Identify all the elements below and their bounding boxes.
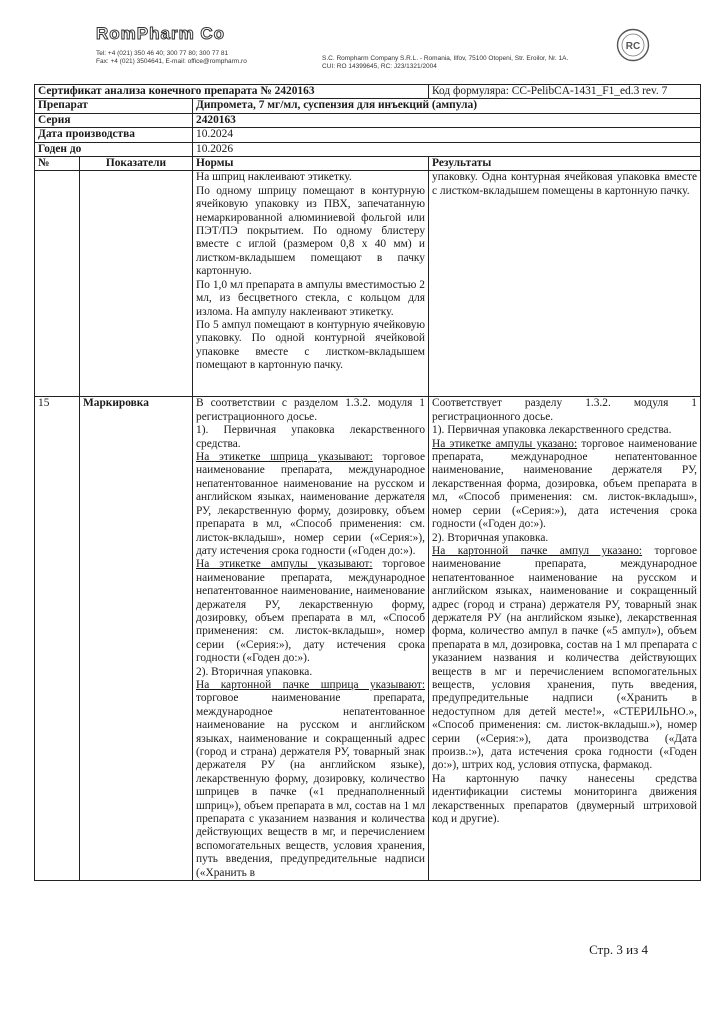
batch-label: Серия xyxy=(35,113,193,127)
result-paragraph: На картонную пачку нанесены средства идентификации системы мониторинга движения лекарственных препаратов (двумерный штриховой код и другие). xyxy=(432,772,698,826)
product-label: Препарат xyxy=(35,99,193,113)
row-indicator xyxy=(80,171,193,397)
row-norms xyxy=(193,397,429,881)
contact-info xyxy=(96,50,247,66)
result-paragraph xyxy=(432,545,697,773)
norm-paragraph xyxy=(196,679,425,880)
company-address: S.C. Rompharm Company S.R.L. - Romania, Ilfov, 75100 Otopeni, Str. Eroilor, Nr. 1A. xyxy=(322,55,569,62)
row-number xyxy=(35,171,80,397)
norm-paragraph: На шприц наклеивают этикетку. xyxy=(196,171,352,184)
column-header-indicator: Показатели xyxy=(80,157,193,171)
result-paragraph xyxy=(432,438,697,532)
batch-value: 2420163 xyxy=(193,113,701,127)
page-number: Стр. 3 из 4 xyxy=(589,942,648,957)
norm-paragraph: По одному шприцу помещают в контурную ячейковую упаковку из ПВХ, запечатанную немаркированной алюминиевой фольгой или ПЭТ/ПЭ покрытием. По одному блистеру вместе с иглой (размером 0,8 х 40 мм) и листком-вкладышем помещают в пачку картонную. xyxy=(196,184,426,278)
table-row xyxy=(35,397,701,881)
norm-paragraph: По 5 ампул помещают в контурную ячейковую упаковку. По одной контурной ячейковой упаковке вместе с листком-вкладышем помещают в картонную пачку. xyxy=(196,318,426,372)
norm-paragraph xyxy=(196,558,425,665)
row-indicator: Маркировка xyxy=(80,397,193,881)
certificate-table xyxy=(34,84,701,881)
norm-heading: На этикетке шприца указывают: xyxy=(196,451,373,464)
certificate-title: Сертификат анализа конечного препарата № 2420163 xyxy=(35,85,429,99)
company-seal-icon xyxy=(616,28,650,62)
seal-text: RC xyxy=(625,41,641,52)
row-results xyxy=(429,397,701,881)
table-row xyxy=(35,171,701,397)
product-value: Дипромета, 7 мг/мл, суспензия для инъекций (ампула) xyxy=(193,99,701,113)
letterhead xyxy=(96,20,656,80)
company-info xyxy=(322,55,568,71)
norm-paragraph: 1). Первичная упаковка лекарственного средства. xyxy=(196,424,426,450)
expiry-value: 10.2026 xyxy=(193,142,701,156)
result-heading: На этикетке ампулы указано: xyxy=(432,437,578,450)
norm-heading: На картонной пачке шприца указывают: xyxy=(196,678,426,691)
result-paragraph: упаковку. Одна контурная ячейковая упаковка вместе с листком-вкладышем помещены в картонную пачку. xyxy=(432,171,698,197)
form-code: Код формуляра: CC-PelibCA-1431_F1_ed.3 rev. 7 xyxy=(429,85,701,99)
norm-paragraph: 2). Вторичная упаковка. xyxy=(196,665,313,678)
norm-text: торговое наименование препарата, международное непатентованное наименование, наименование держателя РУ, лекарственную форму, дозировку, объем препарата в мл, «Способ применения: см. листок-вкладыш», номер серии («Серия:»), дату истечения срока годности («Годен до:»). xyxy=(196,558,426,665)
norm-paragraph: По 1,0 мл препарата в ампулы вместимостью 2 мл, из бесцветного стекла, с кольцом для излома. На ампулу наклеивают этикетку. xyxy=(196,278,426,318)
row-results xyxy=(429,171,701,397)
norm-paragraph xyxy=(196,451,425,558)
norm-paragraph: В соответствии с разделом 1.3.2. модуля 1 регистрационного досье. xyxy=(196,397,426,423)
phone-line: Tel: +4 (021) 350 46 40; 300 77 80; 300 77 81 xyxy=(96,50,229,57)
result-paragraph: 2). Вторичная упаковка. xyxy=(432,531,549,544)
company-logo: RomPharm Co xyxy=(96,24,226,43)
result-text: торговое наименование препарата, международное непатентованное наименование, наименование держателя РУ, лекарственная форма, дозировка, объем препарата в мл, «Способ применения: см. листок-вкладыш», номер серии («Серия:»), дата истечения срока годности («Годен до:»). xyxy=(432,437,698,531)
expiry-label: Годен до xyxy=(35,142,193,156)
manufacture-date-label: Дата производства xyxy=(35,128,193,142)
column-header-norms: Нормы xyxy=(193,157,429,171)
result-paragraph: 1). Первичная упаковка лекарственного средства. xyxy=(432,424,672,437)
manufacture-date-value: 10.2024 xyxy=(193,128,701,142)
company-registration: CUI: RO 14399645, RC: J23/1321/2004 xyxy=(322,63,437,70)
norm-heading: На этикетке ампулы указывают: xyxy=(196,558,373,571)
row-norms xyxy=(193,171,429,397)
fax-line: Fax: +4 (021) 3504641, E-mail: office@rompharm.ro xyxy=(96,58,247,65)
column-header-results: Результаты xyxy=(429,157,701,171)
row-number: 15 xyxy=(35,397,80,881)
norm-text: торговое наименование препарата, международное непатентованное наименование на русском и английском языках, наименование и сокращенный адрес (город и страна) держателя РУ, товарный знак держателя РУ (на английском языке), лекарственную форму, дозировку, количество шприцев в пачке («1 преднаполненный шприц»), объем препарата в мл, состав на 1 мл препарата с указанием названия и количества действующих веществ в мг, и перечислением вспомогательных веществ, условия хранения, путь введения, предупредительные надписи («Хранить в xyxy=(196,692,426,879)
norm-text: торговое наименование препарата, международное непатентованное наименование на русском и английском языках, наименование держателя РУ, лекарственную форму, дозировку, объем препарата в мл, «Способ применения: см. листок-вкладыш», номер серии («Серия:»), дату истечения срока годности («Годен до:»). xyxy=(196,451,426,557)
result-text: торговое наименование препарата, международное непатентованное наименование на русском и английском языках, наименование и сокращенный адрес (город и страна) держателя РУ, товарный знак держателя РУ (на английском языке), лекарственная форма, количество ампул в пачке («5 ампул»), объем препарата в мл, дозировка, состав на 1 мл препарата с указанием названия и количества действующих веществ в мг и перечислением вспомогательных веществ, условия хранения, путь введения, предупредительные надписи («Хранить в недоступном для детей месте!», «СТЕРИЛЬНО.», «Способ применения: см. листок-вкладыш.»), номер серии («Серия:»), дата производства («Дата произв.:»), дата истечения срока годности («Годен до:»), штрих код, условия отпуска, фармакод. xyxy=(432,544,698,772)
result-heading: На картонной пачке ампул указано: xyxy=(432,544,643,557)
result-paragraph: Соответствует разделу 1.3.2. модуля 1 регистрационного досье. xyxy=(432,397,698,423)
column-header-number: № xyxy=(35,157,80,171)
